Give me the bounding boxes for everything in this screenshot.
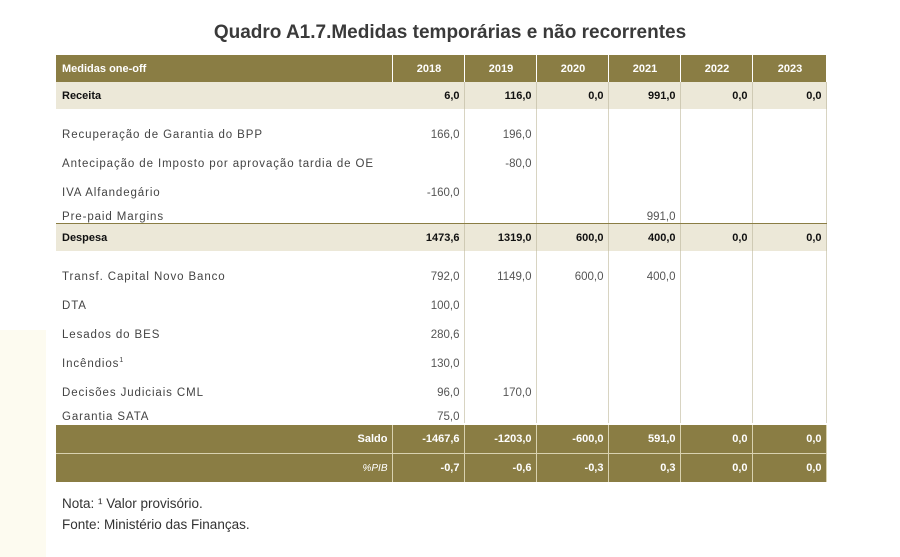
value-cell <box>536 149 608 178</box>
year-header: 2022 <box>680 55 752 82</box>
value-cell <box>752 407 826 424</box>
value-cell: 0,0 <box>752 424 826 454</box>
value-cell <box>608 178 680 207</box>
table-notes <box>62 493 250 535</box>
value-cell <box>608 149 680 178</box>
value-cell <box>752 349 826 378</box>
value-cell <box>464 207 536 224</box>
receita-row <box>56 82 826 109</box>
value-cell: 0,0 <box>536 82 608 109</box>
table-row <box>56 349 826 378</box>
value-cell: 280,6 <box>392 320 464 349</box>
table-title: Quadro A1.7.Medidas temporárias e não recorrentes <box>213 22 687 43</box>
value-cell: 1319,0 <box>464 224 536 252</box>
value-cell <box>680 178 752 207</box>
value-cell: -0,3 <box>536 454 608 483</box>
value-cell: 1473,6 <box>392 224 464 252</box>
table-row <box>56 407 826 424</box>
value-cell: 130,0 <box>392 349 464 378</box>
value-cell <box>680 207 752 224</box>
value-cell: 170,0 <box>464 378 536 407</box>
year-header: 2020 <box>536 55 608 82</box>
year-header: 2023 <box>752 55 826 82</box>
value-cell <box>536 349 608 378</box>
value-cell <box>536 207 608 224</box>
value-cell <box>752 149 826 178</box>
value-cell: 400,0 <box>608 262 680 291</box>
value-cell <box>536 407 608 424</box>
value-cell: -1203,0 <box>464 424 536 454</box>
table-header-row <box>56 55 826 82</box>
section-label: Despesa <box>56 224 392 252</box>
value-cell <box>752 291 826 320</box>
value-cell: 591,0 <box>608 424 680 454</box>
value-cell <box>608 407 680 424</box>
header-label: Medidas one-off <box>56 55 392 82</box>
value-cell <box>536 178 608 207</box>
value-cell: -0,7 <box>392 454 464 483</box>
footnote-marker: 1 <box>119 357 125 365</box>
value-cell <box>680 291 752 320</box>
value-cell <box>680 262 752 291</box>
value-cell: 0,0 <box>752 82 826 109</box>
saldo-label: Saldo <box>56 424 392 454</box>
value-cell <box>608 378 680 407</box>
item-label: Transf. Capital Novo Banco <box>62 270 226 283</box>
section-label: Receita <box>56 82 392 109</box>
value-cell: -160,0 <box>392 178 464 207</box>
value-cell: 792,0 <box>392 262 464 291</box>
value-cell: -0,6 <box>464 454 536 483</box>
item-label: Decisões Judiciais CML <box>62 386 204 399</box>
value-cell <box>752 262 826 291</box>
value-cell <box>608 120 680 149</box>
table-row <box>56 262 826 291</box>
value-cell <box>464 291 536 320</box>
value-cell <box>392 207 464 224</box>
value-cell: 0,0 <box>680 224 752 252</box>
year-header: 2018 <box>392 55 464 82</box>
item-label: Recuperação de Garantia do BPP <box>62 128 263 141</box>
value-cell: 0,0 <box>752 454 826 483</box>
value-cell: -1467,6 <box>392 424 464 454</box>
year-header: 2019 <box>464 55 536 82</box>
value-cell: 196,0 <box>464 120 536 149</box>
value-cell <box>536 378 608 407</box>
value-cell <box>608 320 680 349</box>
item-label-text: Incêndios <box>62 357 120 370</box>
table-row <box>56 178 826 207</box>
table-row <box>56 149 826 178</box>
value-cell <box>464 178 536 207</box>
value-cell <box>752 320 826 349</box>
saldo-row <box>56 424 826 454</box>
table-row <box>56 207 826 224</box>
value-cell <box>464 407 536 424</box>
value-cell: 6,0 <box>392 82 464 109</box>
table-row <box>56 120 826 149</box>
table-row <box>56 320 826 349</box>
value-cell: 0,0 <box>752 224 826 252</box>
pib-label: %PIB <box>56 454 392 483</box>
one-off-measures-table <box>56 55 827 482</box>
item-label: Pre-paid Margins <box>56 207 392 224</box>
value-cell <box>536 120 608 149</box>
value-cell: 96,0 <box>392 378 464 407</box>
value-cell <box>536 320 608 349</box>
value-cell: -80,0 <box>464 149 536 178</box>
value-cell: 400,0 <box>608 224 680 252</box>
table-row <box>56 378 826 407</box>
spacer-row <box>56 251 826 262</box>
value-cell: 0,0 <box>680 424 752 454</box>
despesa-row <box>56 224 826 252</box>
item-label: DTA <box>62 299 87 312</box>
pib-row <box>56 454 826 483</box>
value-cell <box>752 120 826 149</box>
value-cell: 100,0 <box>392 291 464 320</box>
item-label: Lesados do BES <box>62 328 161 341</box>
value-cell: 116,0 <box>464 82 536 109</box>
table-row <box>56 291 826 320</box>
source-text: Fonte: Ministério das Finanças. <box>62 517 250 532</box>
value-cell: 1149,0 <box>464 262 536 291</box>
value-cell <box>680 320 752 349</box>
value-cell: 0,3 <box>608 454 680 483</box>
item-label: IVA Alfandegário <box>62 186 161 199</box>
value-cell: 75,0 <box>392 407 464 424</box>
value-cell <box>752 178 826 207</box>
value-cell <box>392 149 464 178</box>
value-cell: 991,0 <box>608 82 680 109</box>
value-cell: 600,0 <box>536 224 608 252</box>
value-cell <box>680 378 752 407</box>
left-margin-strip <box>0 330 46 557</box>
item-label: Antecipação de Imposto por aprovação tardia de OE <box>62 157 374 170</box>
value-cell: 991,0 <box>608 207 680 224</box>
value-cell: 0,0 <box>680 82 752 109</box>
value-cell: 0,0 <box>680 454 752 483</box>
item-label <box>56 349 392 378</box>
value-cell: 166,0 <box>392 120 464 149</box>
spacer-row <box>56 109 826 120</box>
value-cell <box>752 207 826 224</box>
value-cell: 600,0 <box>536 262 608 291</box>
value-cell <box>608 349 680 378</box>
note-text: Nota: ¹ Valor provisório. <box>62 496 203 511</box>
value-cell <box>752 378 826 407</box>
year-header: 2021 <box>608 55 680 82</box>
value-cell <box>680 120 752 149</box>
value-cell <box>464 320 536 349</box>
value-cell <box>680 349 752 378</box>
value-cell <box>536 291 608 320</box>
item-label: Garantia SATA <box>56 407 392 424</box>
value-cell <box>680 407 752 424</box>
value-cell <box>680 149 752 178</box>
value-cell <box>608 291 680 320</box>
value-cell <box>464 349 536 378</box>
value-cell: -600,0 <box>536 424 608 454</box>
